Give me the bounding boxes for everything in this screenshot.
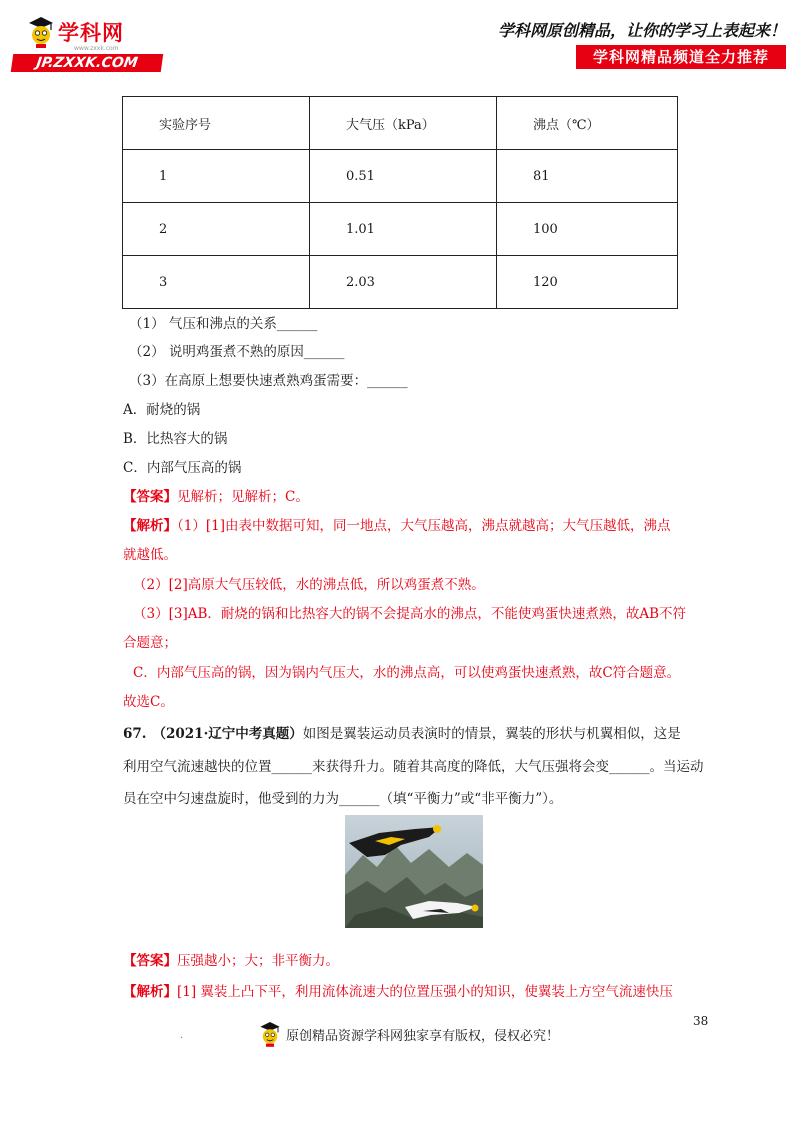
analysis-line-7: 故选C。	[123, 694, 174, 710]
table-row	[123, 256, 678, 309]
answer-text: 压强越小；大；非平衡力。	[177, 953, 339, 969]
analysis-line-2: 就越低。	[123, 547, 177, 563]
table-cell: 0.51	[310, 150, 497, 203]
header-channel-banner: 学科网精品频道全力推荐	[576, 45, 786, 69]
question-text: 如图是翼装运动员表演时的情景，翼装的形状与机翼相似，这是	[302, 726, 681, 742]
analysis-tag: 【解析】	[123, 984, 177, 1000]
option-a: A．耐烧的锅	[123, 402, 201, 418]
question-source: （2021·辽宁中考真题）	[152, 726, 303, 742]
logo-domain-small: www.zxxk.com	[74, 45, 119, 52]
logo-url-banner: JP.ZXXK.COM	[11, 54, 164, 72]
answer-tag: 【答案】	[123, 953, 177, 969]
analysis-line-4: （3）[3]AB．耐烧的锅和比热容大的锅不会提高水的沸点，不能使鸡蛋快速煮熟，故AB不符	[133, 606, 687, 622]
table-header-row	[123, 97, 678, 150]
subquestion-3: （3）在高原上想要快速煮熟鸡蛋需要：______	[129, 373, 408, 389]
analysis-line-6: C．内部气压高的锅，因为锅内气压大，水的沸点高，可以使鸡蛋快速煮熟，故C符合题意。	[133, 665, 681, 681]
question-number: 67.	[123, 726, 147, 742]
analysis-line-1	[123, 516, 670, 536]
table-cell: 2.03	[310, 256, 497, 309]
question-67-line-1	[123, 724, 681, 744]
subquestion-1: （1） 气压和沸点的关系______	[129, 316, 318, 332]
table-cell: 3	[123, 256, 310, 309]
page-number: 38	[693, 1014, 709, 1028]
analysis-text: [1] 翼装上凸下平，利用流体流速大的位置压强小的知识，使翼装上方空气流速快压	[177, 984, 673, 1000]
analysis-text: （1）[1]由表中数据可知，同一地点，大气压越高，沸点就越高；大气压越低，沸点	[177, 518, 671, 534]
question-67-line-3: 员在空中匀速盘旋时，他受到的力为______（填“平衡力”或“非平衡力”）。	[123, 791, 563, 807]
header-slogan: 学科网原创精品，让你的学习上表起来！	[497, 21, 786, 40]
answer-line-2	[123, 951, 339, 971]
analysis-tag: 【解析】	[123, 518, 177, 534]
copyright-text: 原创精品资源学科网独家享有版权，侵权必究！	[286, 1028, 560, 1044]
table-header-cell: 大气压（kPa）	[310, 97, 497, 150]
analysis-line-3: （2）[2]高原大气压较低，水的沸点低，所以鸡蛋煮不熟。	[133, 577, 485, 593]
table-cell: 1	[123, 150, 310, 203]
table-cell: 1.01	[310, 203, 497, 256]
option-c: C．内部气压高的锅	[123, 460, 242, 476]
table-cell: 81	[497, 150, 678, 203]
analysis-2-line-1	[123, 982, 673, 1002]
answer-line	[123, 487, 309, 507]
answer-tag: 【答案】	[123, 489, 177, 505]
table-cell: 120	[497, 256, 678, 309]
analysis-line-5: 合题意；	[123, 635, 177, 651]
table-header-cell: 沸点（℃）	[497, 97, 678, 150]
answer-text: 见解析；见解析；C。	[177, 489, 309, 505]
question-67-line-2: 利用空气流速越快的位置______来获得升力。随着其高度的降低，大气压强将会变______。当运动	[123, 759, 704, 775]
site-logo[interactable]	[12, 14, 172, 72]
option-b: B．比热容大的锅	[123, 431, 228, 447]
mascot-logo-icon	[26, 15, 56, 49]
footer-copyright	[258, 1020, 559, 1048]
logo-brand-text: 学科网	[58, 21, 124, 45]
boiling-point-table	[122, 96, 678, 309]
table-row	[123, 203, 678, 256]
table-cell: 2	[123, 203, 310, 256]
mascot-footer-icon	[258, 1020, 282, 1048]
footer-dot: .	[180, 1030, 184, 1041]
table-header-cell: 实验序号	[123, 97, 310, 150]
subquestion-2: （2） 说明鸡蛋煮不熟的原因______	[129, 344, 345, 360]
table-row	[123, 150, 678, 203]
wingsuit-photo	[345, 815, 483, 928]
table-cell: 100	[497, 203, 678, 256]
